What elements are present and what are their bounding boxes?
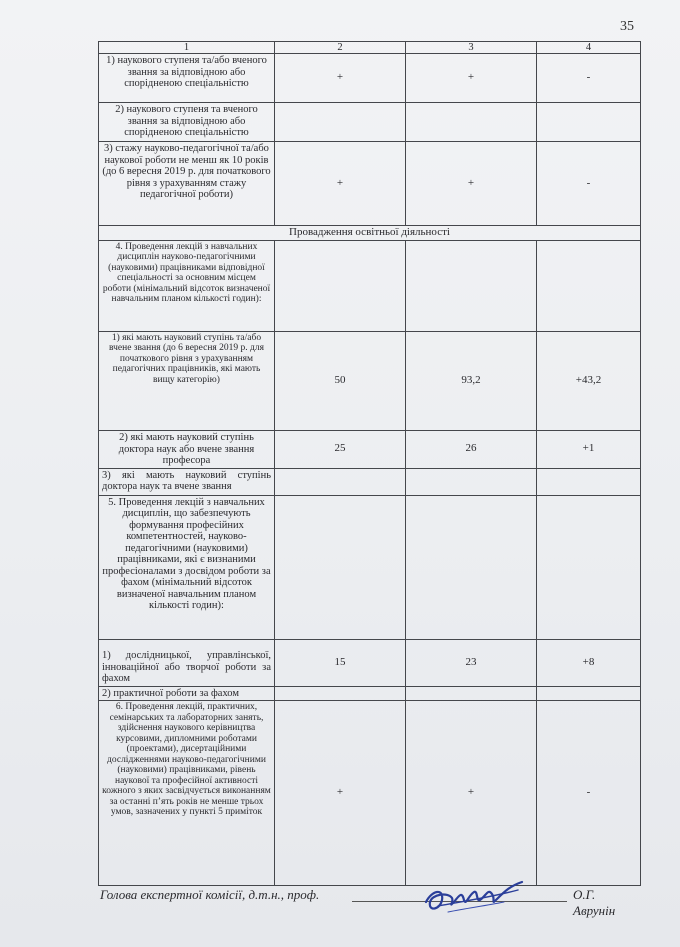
criterion-cell: 1) дослідницької, управлінської, інноваційної або творчої роботи за фахом xyxy=(99,639,275,686)
value-cell xyxy=(406,468,537,495)
criterion-cell: 3) які мають науковий ступінь доктора наук та вчене звання xyxy=(99,468,275,495)
handwritten-signature xyxy=(418,872,528,920)
header-cell-4: 4 xyxy=(537,42,641,54)
header-cell-2: 2 xyxy=(275,42,406,54)
signature-footer xyxy=(100,887,640,917)
header-cell-3: 3 xyxy=(406,42,537,54)
criterion-cell: 1) які мають науковий ступінь та/або вчене звання (до 6 вересня 2019 р. для початкового рівня з урахуванням педагогічних працівників, які мають вищу категорію) xyxy=(99,331,275,430)
evaluation-table xyxy=(98,41,641,886)
table-row xyxy=(99,240,641,331)
table-row xyxy=(99,331,641,430)
criterion-cell: 2) наукового ступеня та вченого звання за відповідною або спорідненою спеціальністю xyxy=(99,103,275,142)
value-cell: + xyxy=(406,54,537,103)
value-cell xyxy=(537,686,641,701)
criterion-cell: 2) які мають науковий ступінь доктора наук або вчене звання професора xyxy=(99,430,275,468)
criterion-cell: 2) практичної роботи за фахом xyxy=(99,686,275,701)
value-cell: 26 xyxy=(406,430,537,468)
value-cell xyxy=(537,495,641,639)
table-row xyxy=(99,639,641,686)
value-cell: - xyxy=(537,54,641,103)
value-cell: +1 xyxy=(537,430,641,468)
value-cell xyxy=(275,495,406,639)
value-cell xyxy=(275,686,406,701)
table-header-row xyxy=(99,42,641,54)
value-cell xyxy=(275,240,406,331)
value-cell: 25 xyxy=(275,430,406,468)
value-cell xyxy=(537,103,641,142)
signer-name: О.Г. Аврунін xyxy=(573,887,616,918)
value-cell: +43,2 xyxy=(537,331,641,430)
value-cell: 93,2 xyxy=(406,331,537,430)
value-cell xyxy=(275,103,406,142)
value-cell: + xyxy=(275,54,406,103)
criterion-cell: 5. Проведення лекцій з навчальних дисциплін, що забезпечують формування професійних компетентностей, науково-педагогічними (науковими) працівниками, які є визнаними професіоналами з досвідом роботи за фахом (мінімальний відсоток визначеної навчальним планом кількості годин): xyxy=(99,495,275,639)
table-row xyxy=(99,468,641,495)
criterion-cell: 1) наукового ступеня та/або вченого звання за відповідною або спорідненою спеціальністю xyxy=(99,54,275,103)
criterion-cell: 6. Проведення лекцій, практичних, семінарських та лабораторних занять, здійснення наукового керівництва курсовими, дипломними роботами (проектами), дисертаційними дослідженнями науково-педагогічними (науковими) працівниками, рівень наукової та професійної активності кожного з яких засвідчується виконанням за останні п’ять років не менше трьох умов, зазначених у пункті 5 приміток xyxy=(99,701,275,886)
value-cell: 23 xyxy=(406,639,537,686)
value-cell: - xyxy=(537,142,641,226)
value-cell: + xyxy=(406,701,537,886)
value-cell xyxy=(537,240,641,331)
value-cell xyxy=(406,240,537,331)
signer-role: Голова експертної комісії, д.т.н., проф. xyxy=(100,887,320,902)
value-cell: + xyxy=(275,142,406,226)
table-row xyxy=(99,495,641,639)
table-row xyxy=(99,430,641,468)
table-row xyxy=(99,103,641,142)
page-number: 35 xyxy=(620,19,634,34)
criterion-cell: 3) стажу науково-педагогічної та/або наукової роботи не менш як 10 років (до 6 вересня 2019 р. для початкового рівня з урахуванням стажу педагогічної роботи) xyxy=(99,142,275,226)
value-cell: - xyxy=(537,701,641,886)
table-row xyxy=(99,686,641,701)
value-cell: + xyxy=(275,701,406,886)
table-row xyxy=(99,54,641,103)
criterion-cell: 4. Проведення лекцій з навчальних дисциплін науково-педагогічними (науковими) працівниками відповідної спеціальності за основним місцем роботи (мінімальний відсоток визначеної навчальним планом кількості годин): xyxy=(99,240,275,331)
value-cell: 50 xyxy=(275,331,406,430)
value-cell: + xyxy=(406,142,537,226)
value-cell xyxy=(406,686,537,701)
value-cell: +8 xyxy=(537,639,641,686)
section-heading: Провадження освітньої діяльності xyxy=(99,226,641,241)
section-heading-row xyxy=(99,226,641,241)
value-cell: 15 xyxy=(275,639,406,686)
table-row xyxy=(99,701,641,886)
value-cell xyxy=(406,103,537,142)
value-cell xyxy=(537,468,641,495)
value-cell xyxy=(406,495,537,639)
value-cell xyxy=(275,468,406,495)
table-row xyxy=(99,142,641,226)
header-cell-1: 1 xyxy=(99,42,275,54)
